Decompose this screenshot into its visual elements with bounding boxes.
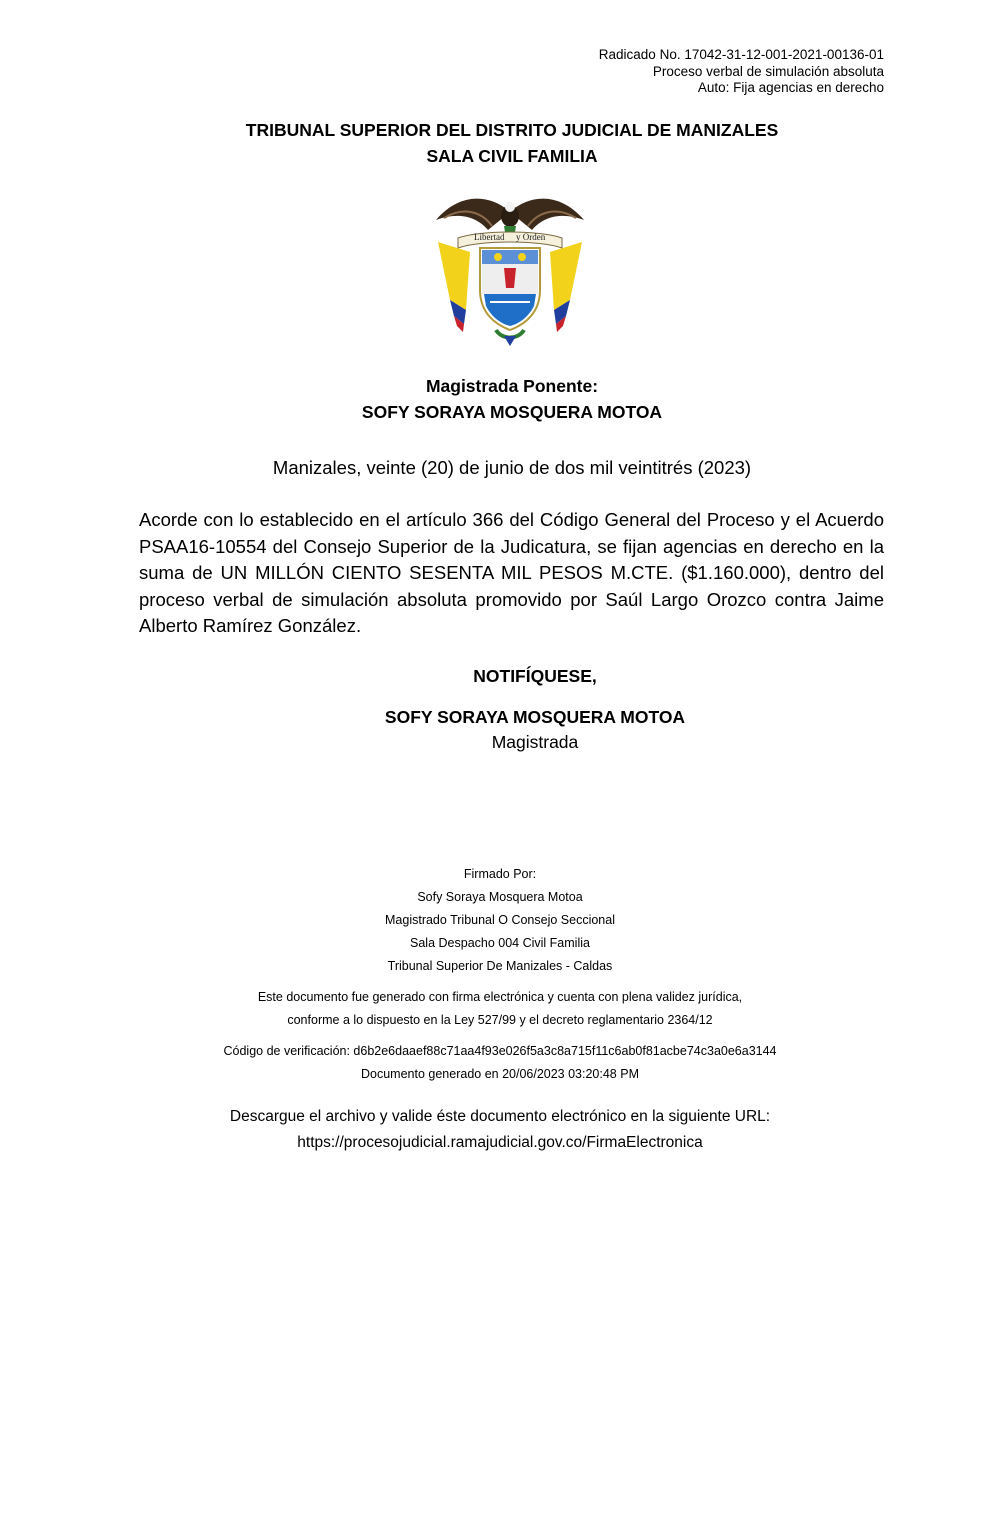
verification <box>0 1040 1000 1086</box>
signed-by-label: Firmado Por: <box>463 867 537 881</box>
motto-right: y Orden <box>516 232 546 242</box>
ponente-label: Magistrada Ponente: <box>425 376 599 396</box>
legal-line-2: conforme a lo dispuesto en la Ley 527/99 y el decreto reglamentario 2364/12 <box>287 1013 713 1027</box>
signature-block <box>0 705 1000 755</box>
ponente-block <box>0 373 1000 425</box>
court-name: TRIBUNAL SUPERIOR DEL DISTRITO JUDICIAL DE MANIZALES <box>245 120 779 140</box>
electronic-signature-footer <box>0 863 1000 1156</box>
verification-line <box>0 1040 1000 1063</box>
motto-left: Libertad <box>474 232 505 242</box>
download-text: Descargue el archivo y valide éste documento electrónico en la siguiente URL: <box>229 1108 771 1125</box>
validation-url-link[interactable]: https://procesojudicial.ramajudicial.gov.co/FirmaElectronica <box>297 1134 703 1151</box>
notify-heading: NOTIFÍQUESE, <box>473 666 597 686</box>
radicado-number: Radicado No. 17042-31-12-001-2021-00136-01 <box>598 47 884 62</box>
signed-by-sala: Sala Despacho 004 Civil Familia <box>410 936 590 950</box>
signer-name: SOFY SORAYA MOSQUERA MOTOA <box>384 707 686 727</box>
coat-of-arms-icon <box>430 190 590 348</box>
signed-by-tribunal: Tribunal Superior De Manizales - Caldas <box>387 959 613 973</box>
download-notice <box>0 1104 1000 1156</box>
case-header <box>599 47 884 97</box>
signed-by-name: Sofy Soraya Mosquera Motoa <box>417 890 583 904</box>
process-type: Proceso verbal de simulación absoluta <box>652 63 884 79</box>
generated-timestamp: Documento generado en 20/06/2023 03:20:48 PM <box>361 1067 639 1081</box>
court-chamber: SALA CIVIL FAMILIA <box>426 146 598 166</box>
ponente-name: SOFY SORAYA MOSQUERA MOTOA <box>361 402 663 422</box>
legal-line-1: Este documento fue generado con firma electrónica y cuenta con plena validez jurídica, <box>257 990 743 1004</box>
verification-label: Código de verificación: <box>223 1044 354 1058</box>
verification-code: d6b2e6daaef88c71aa4f93e026f5a3c8a715f11c6ab0f81acbe74c3a0e6a3144 <box>353 1044 777 1058</box>
body-paragraph: Acorde con lo establecido en el artículo 366 del Código General del Proceso y el Acuerdo PSAA16-10554 del Consejo Superior de la Judicatura, se fijan agencias en derecho en la suma de UN MILLÓN CIENTO SESENTA MIL PESOS M.CTE. ($1.160.000), dentro del proceso verbal de simulación absoluta promovido por Saúl Largo Orozco contra Jaime Alberto Ramírez González. <box>139 509 884 636</box>
legal-notice <box>0 986 1000 1032</box>
signer-role: Magistrada <box>491 732 579 752</box>
court-title <box>0 117 1000 169</box>
auto-type: Auto: Fija agencias en derecho <box>697 80 884 95</box>
date-line: Manizales, veinte (20) de junio de dos mil veintitrés (2023) <box>272 457 752 478</box>
signed-by-cargo: Magistrado Tribunal O Consejo Seccional <box>385 913 615 927</box>
